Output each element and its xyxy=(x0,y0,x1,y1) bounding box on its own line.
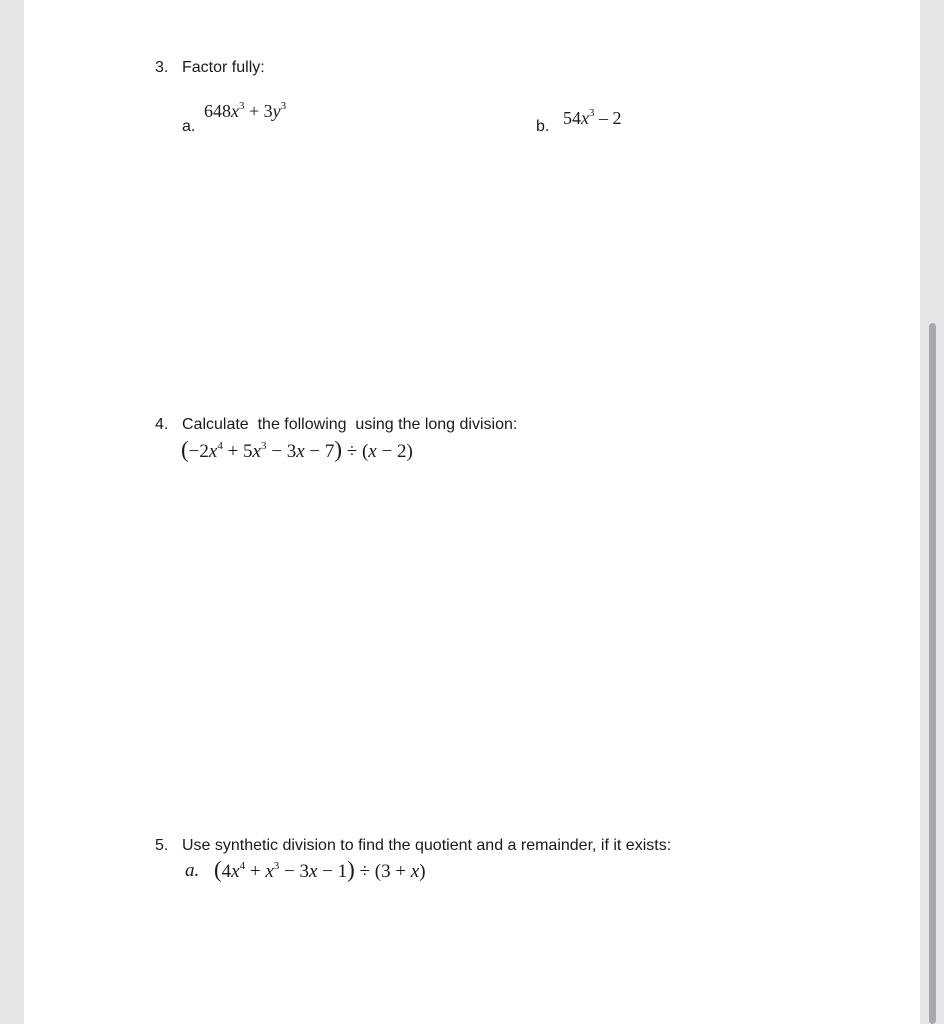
question-3-number: 3. xyxy=(155,59,169,76)
question-3b-label: b. xyxy=(536,118,550,135)
question-3a-label: a. xyxy=(182,118,196,135)
question-5-number: 5. xyxy=(155,837,169,854)
document-page xyxy=(24,0,920,1024)
question-4-number: 4. xyxy=(155,416,169,433)
question-5a-label: a. xyxy=(185,860,200,881)
question-3b-expression: $54x^3 - 2$ xyxy=(563,107,622,128)
question-4-text: Calculate the following using the long division: xyxy=(182,416,518,433)
question-4-expression: $(-2x^4 + 5x^3 - 3x - 7) \div (x - 2)$ xyxy=(181,437,413,462)
question-3a-expression: $648x^3 + 3y^3$ xyxy=(204,100,287,121)
question-3-text: Factor fully: xyxy=(182,59,265,76)
question-5-text: Use synthetic division to find the quotient and a remainder, if it exists: xyxy=(182,837,672,854)
scrollbar-thumb[interactable] xyxy=(929,323,936,1024)
question-5a-expression: $(4x^4 + x^3 - 3x - 1) \div (3 + x)$ xyxy=(214,857,426,882)
